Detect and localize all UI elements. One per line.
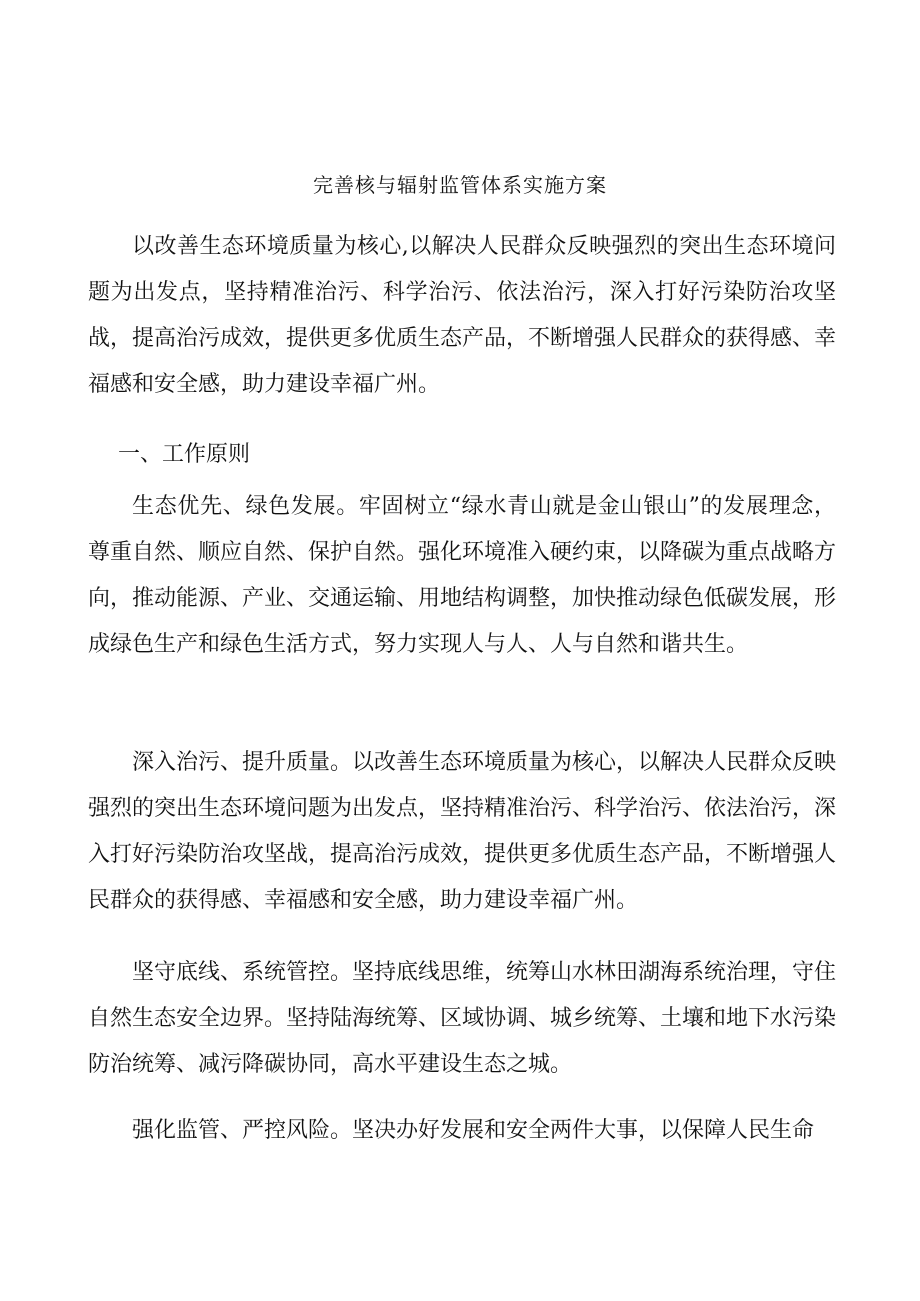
principle-paragraph-bottom-line: 坚守底线、系统管控。坚持底线思维，统筹山水林田湖海系统治理，守住自然生态安全边界。坚持陆海统筹、区域协调、城乡统筹、土壤和地下水污染防治统筹、减污降碳协同，高水平建设生态之城。	[88, 960, 837, 1077]
principle-paragraph-supervision: 强化监管、严控风险。坚决办好发展和安全两件大事，以保障人民生命	[132, 1118, 815, 1143]
principle-paragraph-pollution-control: 深入治污、提升质量。以改善生态环境质量为核心，以解决人民群众反映强烈的突出生态环境问题为出发点，坚持精准治污、科学治污、依法治污，深入打好污染防治攻坚战，提高治污成效，提供更多优质生态产品，不断增强人民群众的获得感、幸福感和安全感，助力建设幸福广州。	[88, 750, 837, 913]
intro-paragraph: 以改善生态环境质量为核心,以解决人民群众反映强烈的突出生态环境问题为出发点，坚持精准治污、科学治污、依法治污，深入打好污染防治攻坚战，提高治污成效，提供更多优质生态产品，不断增强人民群众的获得感、幸福感和安全感，助力建设幸福广州。	[88, 234, 837, 397]
document-title: 完善核与辐射监管体系实施方案	[313, 173, 607, 197]
section-heading: 一、工作原则	[118, 442, 251, 467]
principle-paragraph-green-development: 生态优先、绿色发展。牢固树立“绿水青山就是金山银山”的发展理念，尊重自然、顺应自然、保护自然。强化环境准入硬约束，以降碳为重点战略方向，推动能源、产业、交通运输、用地结构调整，加快推动绿色低碳发展，形成绿色生产和绿色生活方式，努力实现人与人、人与自然和谐共生。	[88, 494, 837, 657]
